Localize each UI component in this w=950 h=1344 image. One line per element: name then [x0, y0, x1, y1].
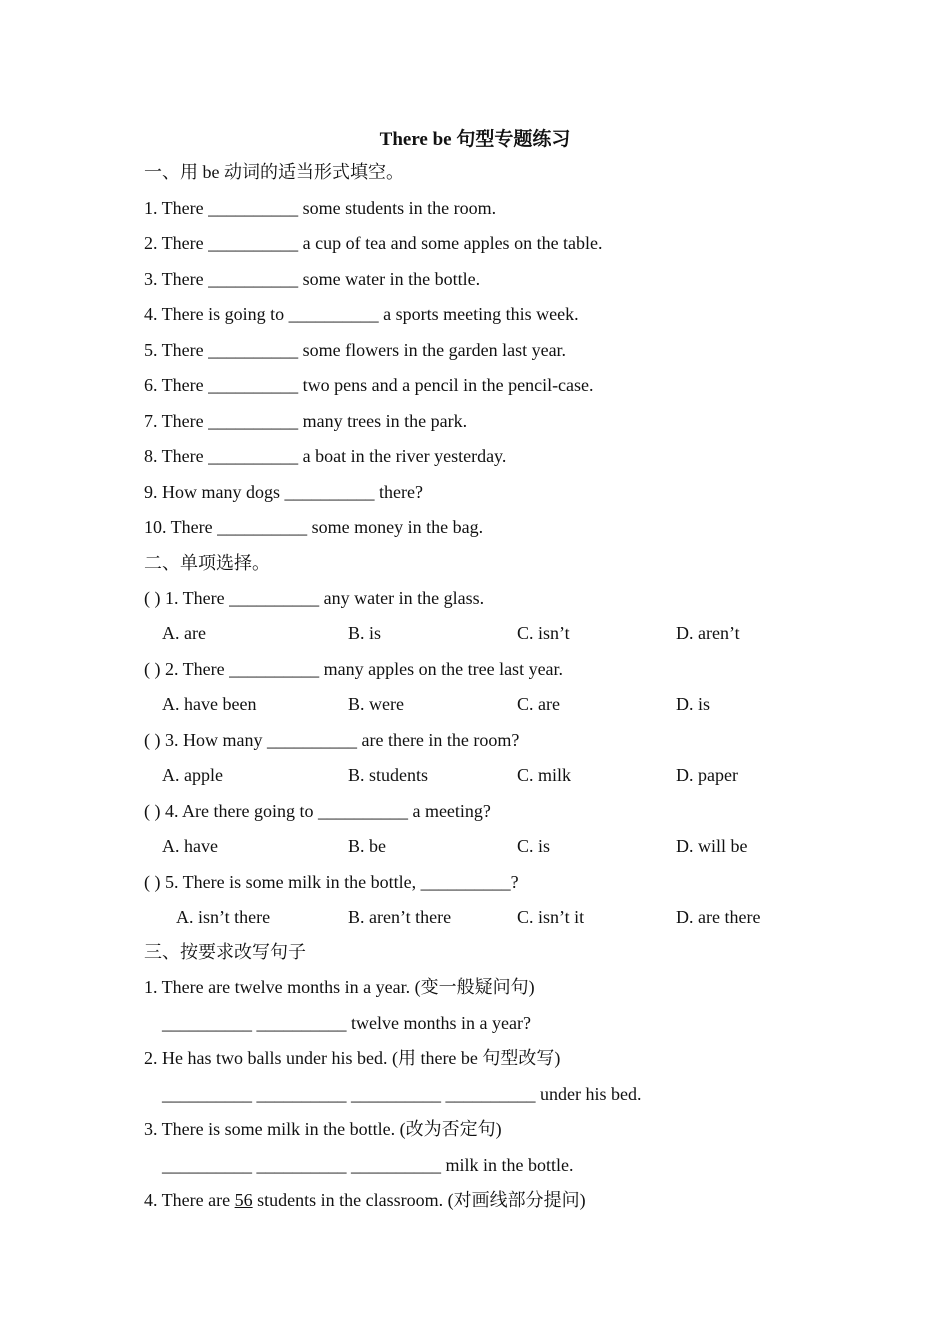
choice-option: A. apple	[162, 765, 223, 785]
fill-item: 5. There __________ some flowers in the garden last year.	[144, 340, 567, 360]
choice-option: A. isn’t there	[176, 907, 271, 927]
rewrite-question: 3. There is some milk in the bottle. (改为否定句)	[144, 1119, 502, 1139]
choice-option: A. have	[162, 836, 218, 856]
choice-option: D. is	[676, 694, 711, 714]
rewrite-question: 2. He has two balls under his bed. (用 there be 句型改写)	[144, 1048, 561, 1068]
choice-option: D. aren’t	[676, 623, 740, 643]
choice-option: C. milk	[517, 765, 572, 785]
choice-option: D. are there	[676, 907, 761, 927]
choice-option: B. aren’t there	[348, 907, 452, 927]
choice-question-stem: ( ) 5. There is some milk in the bottle, __________?	[144, 872, 519, 892]
rewrite-question: 1. There are twelve months in a year. (变一般疑问句)	[144, 977, 535, 997]
choice-option: C. isn’t	[517, 623, 570, 643]
fill-item: 10. There __________ some money in the bag.	[144, 517, 484, 537]
choice-option: B. be	[348, 836, 386, 856]
section1-heading: 一、用 be 动词的适当形式填空。	[144, 162, 404, 182]
choice-option: B. were	[348, 694, 404, 714]
fill-item: 6. There __________ two pens and a pencil in the pencil-case.	[144, 375, 594, 395]
fill-item: 9. How many dogs __________ there?	[144, 482, 423, 502]
choice-option: C. isn’t it	[517, 907, 585, 927]
choice-question-stem: ( ) 3. How many __________ are there in the room?	[144, 730, 520, 750]
choice-option: C. are	[517, 694, 560, 714]
rewrite-question-text: 4. There are	[144, 1190, 235, 1210]
page-title: There be 句型专题练习	[379, 129, 571, 150]
choice-option: B. is	[348, 623, 382, 643]
underlined-number: 56	[234, 1190, 253, 1210]
choice-option: D. will be	[676, 836, 748, 856]
rewrite-answer-line: __________ __________ twelve months in a year?	[162, 1013, 531, 1033]
fill-item: 3. There __________ some water in the bottle.	[144, 269, 481, 289]
choice-question-stem: ( ) 1. There __________ any water in the glass.	[144, 588, 485, 608]
choice-option: A. have been	[162, 694, 257, 714]
fill-item: 2. There __________ a cup of tea and some apples on the table.	[144, 233, 603, 253]
rewrite-answer-line: __________ __________ __________ __________ under his bed.	[162, 1084, 642, 1104]
choice-option: B. students	[348, 765, 429, 785]
rewrite-answer-line: __________ __________ __________ milk in the bottle.	[162, 1155, 574, 1175]
choice-question-stem: ( ) 2. There __________ many apples on the tree last year.	[144, 659, 564, 679]
choice-question-stem: ( ) 4. Are there going to __________ a meeting?	[144, 801, 491, 821]
fill-item: 1. There __________ some students in the room.	[144, 198, 497, 218]
choice-option: D. paper	[676, 765, 738, 785]
choice-option: C. is	[517, 836, 551, 856]
choice-option: A. are	[162, 623, 206, 643]
rewrite-question-text: students in the classroom. (对画线部分提问)	[252, 1190, 586, 1210]
section3-heading: 三、按要求改写句子	[144, 942, 306, 962]
section2-heading: 二、单项选择。	[144, 553, 270, 573]
fill-item: 4. There is going to __________ a sports meeting this week.	[144, 304, 579, 324]
fill-item: 8. There __________ a boat in the river yesterday.	[144, 446, 507, 466]
rewrite-question	[144, 1188, 586, 1212]
fill-item: 7. There __________ many trees in the park.	[144, 411, 468, 431]
